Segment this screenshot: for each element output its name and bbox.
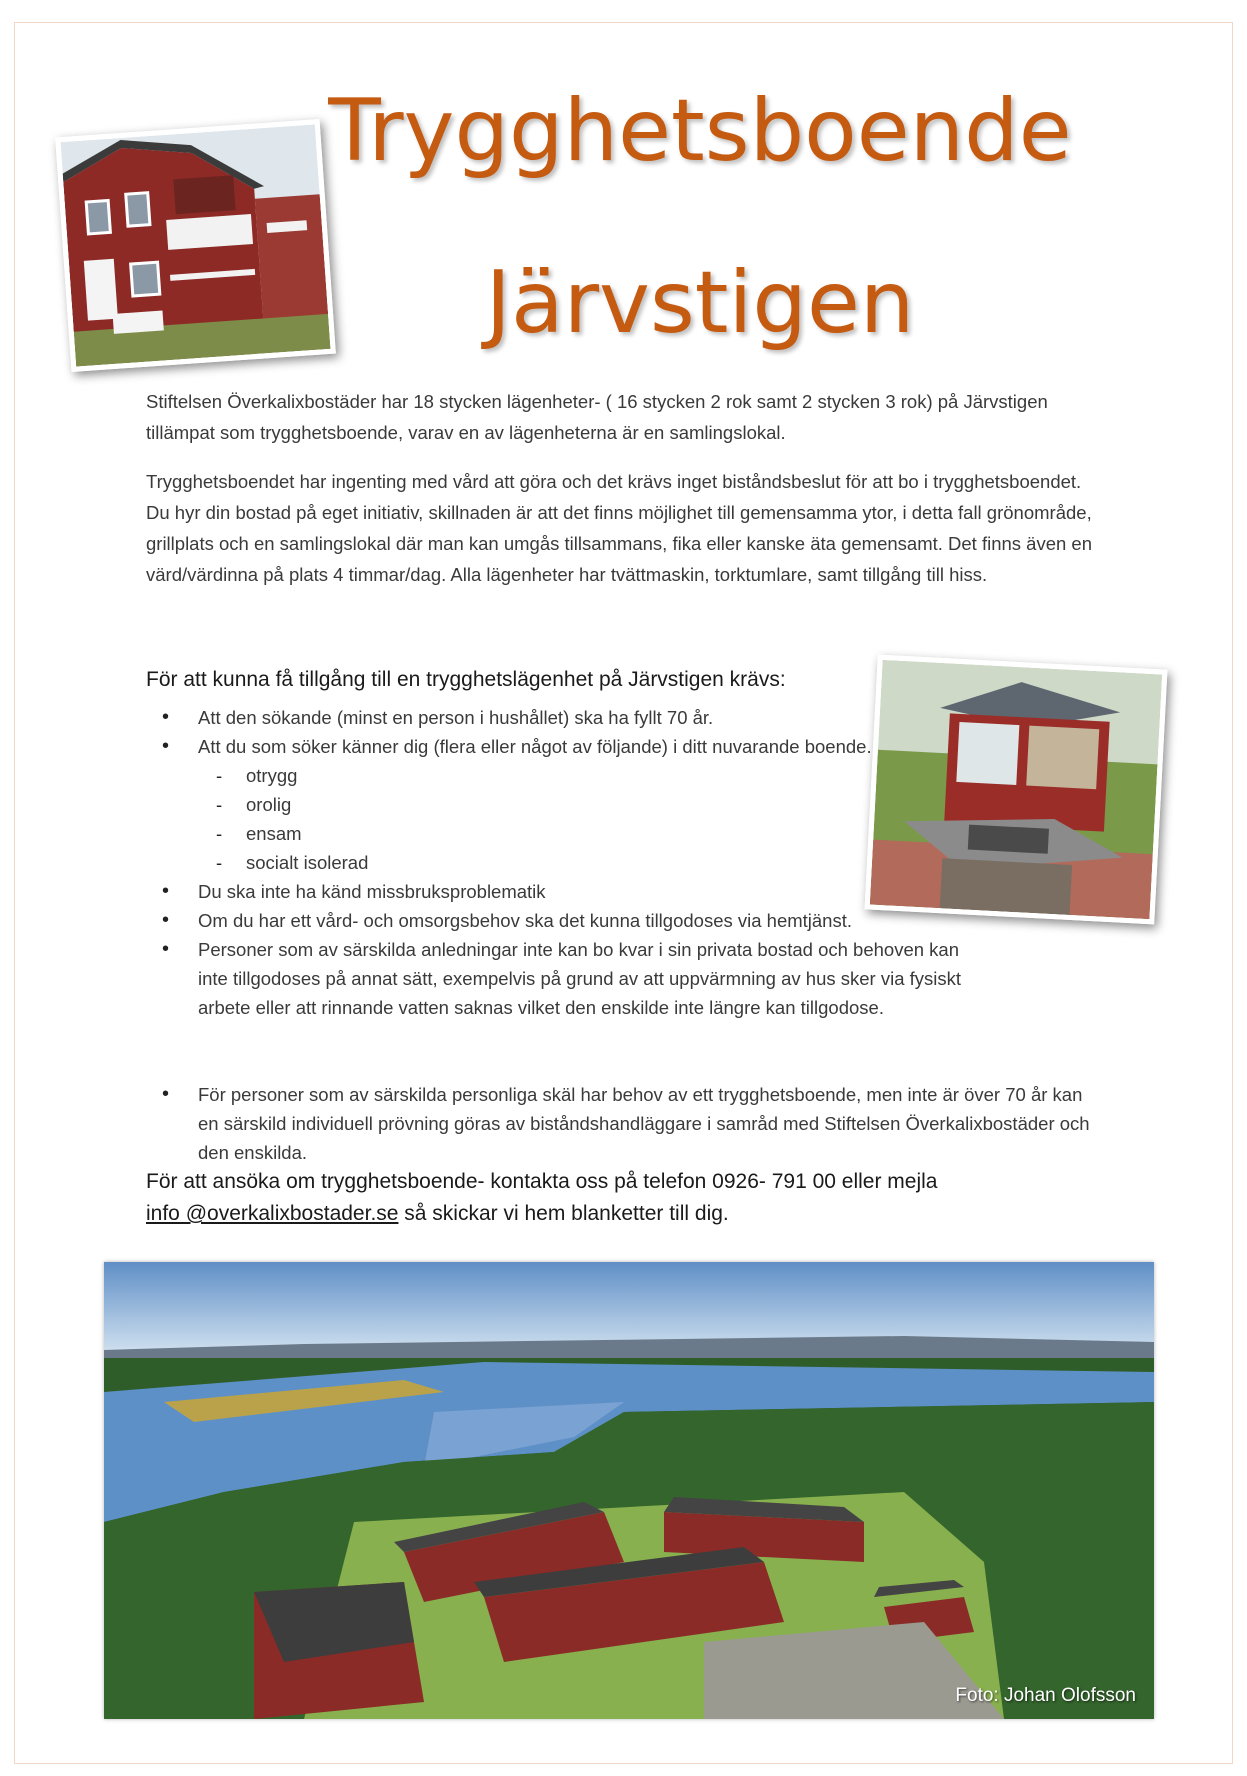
requirements-list xyxy=(146,703,986,1022)
feeling-item: - otrygg xyxy=(146,761,986,790)
apply-text-after: så skickar vi hem blanketter till dig. xyxy=(398,1202,729,1225)
page-title-line1: Trygghetsboende xyxy=(328,81,1072,181)
house-illustration xyxy=(60,124,330,366)
requirements-heading-text: För att kunna få tillgång till en trygghetslägenhet på Järvstigen krävs xyxy=(146,668,780,691)
grill-illustration xyxy=(870,660,1162,919)
feeling-item: - ensam xyxy=(146,819,986,848)
photo-credit: Foto: Johan Olofsson xyxy=(955,1685,1136,1706)
special-cases-list xyxy=(146,1080,1106,1167)
page-title-line2: Järvstigen xyxy=(485,253,915,353)
feeling-item: - orolig xyxy=(146,790,986,819)
feeling-item: - socialt isolerad xyxy=(146,848,986,877)
grill-shelter-photo xyxy=(865,655,1168,925)
email-link[interactable]: info @overkalixbostader.se xyxy=(146,1202,399,1225)
list-item: • Att den sökande (minst en person i hushållet) ska ha fyllt 70 år. xyxy=(146,703,986,732)
list-item: • Du ska inte ha känd missbruksproblematik xyxy=(146,877,986,906)
list-item: • För personer som av särskilda personliga skäl har behov av ett trygghetsboende, men inte är över 70 år kan en särskild individuell prövning göras av biståndshandläggare i samråd med Stiftelsen Överkalixbostäder och den enskilda. xyxy=(146,1080,1106,1167)
intro-paragraph-2: Trygghetsboendet har ingenting med vård att göra och det krävs inget biståndsbeslut för att bo i trygghetsboendet. Du hyr din bostad på eget initiativ, skillnaden är att det finns möjlighet till gemensamma ytor, i detta fall grönområde, grillplats och en samlingslokal där man kan umgås tillsammans, fika eller kanske äta gemensamt. Det finns även en värd/värdinna på plats 4 timmar/dag. Alla lägenheter har tvättmaskin, torktumlare, samt tillgång till hiss. xyxy=(146,471,1093,585)
apply-text: För att ansöka om trygghetsboende- kontakta oss på telefon 0926- 791 00 eller mejla xyxy=(146,1170,938,1193)
intro-paragraph-1: Stiftelsen Överkalixbostäder har 18 stycken lägenheter- ( 16 stycken 2 rok samt 2 stycken 3 rok) på Järvstigen tillämpat som trygghetsboende, varav en av lägenheterna är en samlingslokal. xyxy=(146,391,1048,443)
aerial-illustration xyxy=(104,1262,1154,1719)
list-item: • Personer som av särskilda anledningar inte kan bo kvar i sin privata bostad och behoven kan inte tillgodoses på annat sätt, exempelvis på grund av att uppvärmning av hus sker via fysiskt arbete eller att rinnande vatten saknas vilket den enskilde inte längre kan tillgodose. xyxy=(146,935,986,1022)
list-item: • Om du har ett vård- och omsorgsbehov ska det kunna tillgodoses via hemtjänst. xyxy=(146,906,986,935)
apartment-house-photo xyxy=(55,119,336,372)
requirements-heading-colon: : xyxy=(779,668,786,691)
requirements-heading xyxy=(146,668,786,692)
apply-instructions xyxy=(146,1166,1126,1230)
aerial-view-photo xyxy=(104,1262,1154,1719)
list-item: • Att du som söker känner dig (flera eller något av följande) i ditt nuvarande boende. xyxy=(146,732,986,761)
